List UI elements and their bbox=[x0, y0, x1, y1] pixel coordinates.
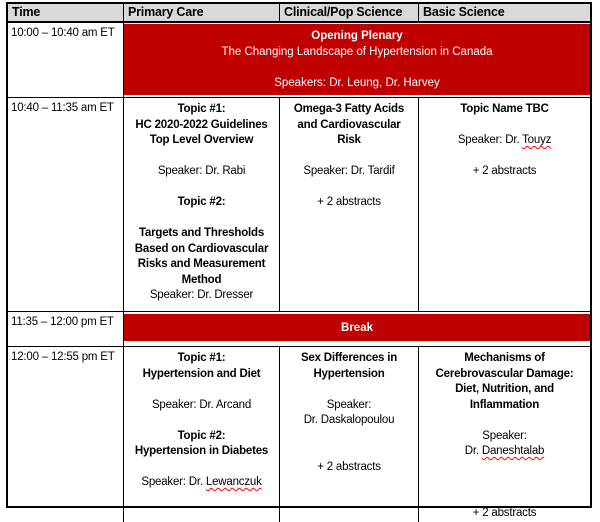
session-line: Topic #1: bbox=[177, 352, 226, 364]
session-cell-basic-science bbox=[419, 347, 590, 522]
session-line: Dr. Daneshtalab bbox=[464, 445, 545, 457]
session-line: Hypertension and Diet bbox=[142, 367, 261, 380]
session-line: Speaker: Dr. Tardif bbox=[303, 165, 395, 177]
session-line: + 2 abstracts bbox=[472, 165, 537, 177]
session-line: + 2 abstracts bbox=[317, 460, 381, 473]
time-cell: 10:40 – 11:35 am ET bbox=[8, 98, 124, 312]
session-line: Sex Differences in Hypertension bbox=[300, 352, 398, 380]
session-line: Speaker: bbox=[326, 398, 372, 411]
column-header-time: Time bbox=[8, 4, 124, 23]
column-header-primary-care: Primary Care bbox=[124, 4, 280, 23]
spacer bbox=[129, 180, 274, 196]
opening-plenary-cell bbox=[124, 23, 590, 98]
session-cell-primary-care bbox=[124, 347, 280, 522]
spacer bbox=[285, 149, 413, 165]
session-line: Speaker: Dr. Arcand bbox=[151, 398, 252, 411]
session-line: Speaker: Dr. Dresser bbox=[149, 289, 254, 301]
session-line: Dr. Daskalopoulou bbox=[303, 414, 395, 426]
spacer bbox=[129, 211, 274, 227]
session-line: Top Level Overview bbox=[149, 134, 254, 146]
session-line: Speaker: Dr. Rabi bbox=[157, 165, 246, 177]
session-line: Topic #2: bbox=[177, 196, 226, 208]
spacer bbox=[424, 475, 585, 491]
session-cell-primary-care bbox=[124, 98, 280, 312]
plenary-title: Opening Plenary bbox=[311, 30, 403, 42]
spacer bbox=[129, 149, 274, 165]
session-line: Targets and Thresholds Based on Cardiovascular Risks and Measurement Method bbox=[134, 227, 269, 286]
session-cell-basic-science bbox=[419, 98, 590, 312]
spacer bbox=[424, 149, 585, 165]
time-cell: 10:00 – 10:40 am ET bbox=[8, 23, 124, 98]
spacer bbox=[129, 382, 274, 398]
misspelled-word: Lewanczuk bbox=[205, 476, 262, 488]
session-cell-clinical-pop-science bbox=[280, 98, 419, 312]
spacer bbox=[424, 491, 585, 507]
session-line: Topic Name TBC bbox=[460, 103, 549, 115]
spacer bbox=[285, 180, 413, 196]
session-line: HC 2020-2022 Guidelines bbox=[135, 118, 268, 131]
time-cell: 12:00 – 12:55 pm ET bbox=[8, 347, 124, 522]
session-line: Speaker: Dr. Lewanczuk bbox=[141, 476, 262, 488]
column-header-basic-science: Basic Science bbox=[419, 4, 590, 23]
session-line: Omega-3 Fatty Acids and Cardiovascular Risk bbox=[293, 103, 405, 146]
spacer bbox=[285, 429, 413, 445]
spacer bbox=[285, 382, 413, 398]
break-cell bbox=[124, 312, 590, 347]
session-line: Hypertension in Diabetes bbox=[134, 445, 269, 457]
spacer bbox=[129, 413, 274, 429]
session-line: Topic #1: bbox=[177, 103, 226, 115]
spacer bbox=[129, 460, 274, 476]
misspelled-word: Touyz bbox=[522, 134, 552, 146]
session-cell-clinical-pop-science bbox=[280, 347, 419, 522]
session-line: Mechanisms of Cerebrovascular Damage: Diet, Nutrition, and Inflammation bbox=[435, 352, 574, 411]
session-line: Speaker: bbox=[482, 429, 527, 442]
break-title: Break bbox=[341, 321, 373, 334]
spacer bbox=[424, 460, 585, 476]
session-line: Topic #2: bbox=[177, 429, 226, 442]
time-cell: 11:35 – 12:00 pm ET bbox=[8, 312, 124, 347]
session-line: + 2 abstracts bbox=[317, 196, 381, 208]
spacer bbox=[124, 60, 590, 75]
spacer bbox=[424, 118, 585, 134]
session-line: + 2 abstracts bbox=[472, 507, 537, 519]
plenary-subtitle: The Changing Landscape of Hypertension in Canada bbox=[221, 46, 493, 58]
column-header-clinical-pop-science: Clinical/Pop Science bbox=[280, 4, 419, 23]
schedule-table bbox=[6, 2, 592, 519]
plenary-speakers: Speakers: Dr. Leung, Dr. Harvey bbox=[274, 77, 440, 89]
session-line: Speaker: Dr. Touyz bbox=[457, 134, 552, 146]
misspelled-word: Daneshtalab bbox=[481, 445, 545, 457]
spacer bbox=[424, 413, 585, 429]
spacer bbox=[285, 444, 413, 460]
opening-plenary-banner bbox=[124, 24, 590, 95]
break-banner bbox=[124, 314, 590, 341]
